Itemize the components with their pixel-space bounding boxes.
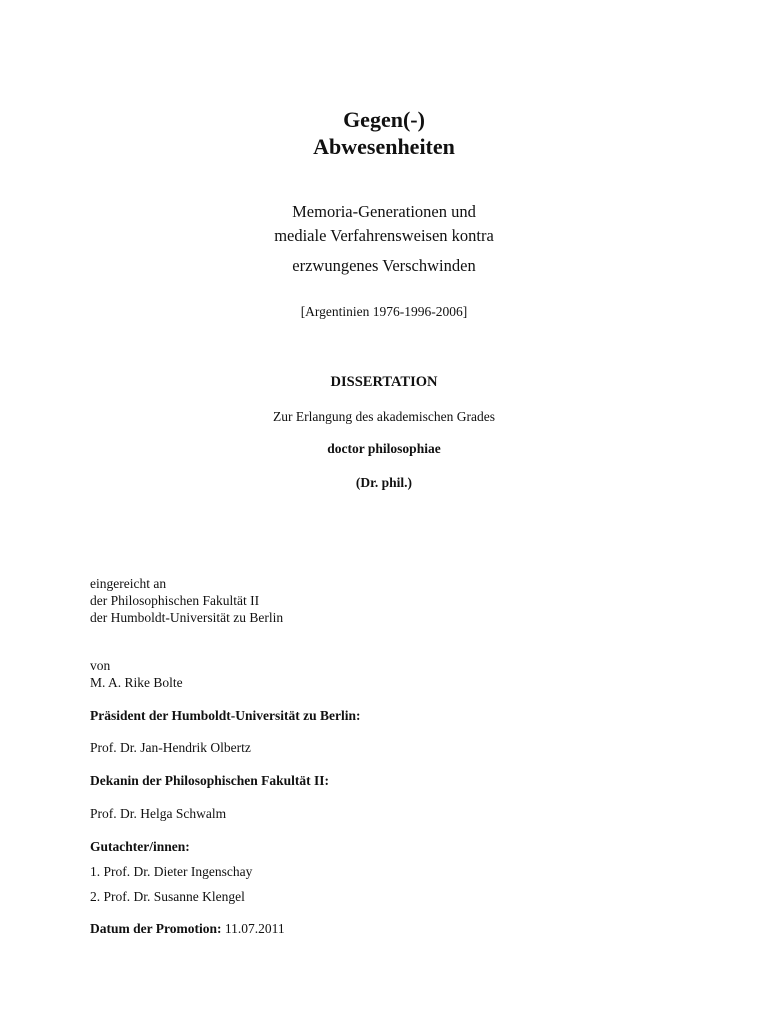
reviewer-item-2: 2. Prof. Dr. Susanne Klengel (90, 889, 245, 904)
author-name: M. A. Rike Bolte (90, 675, 183, 690)
author-block (90, 657, 183, 691)
president-name: Prof. Dr. Jan-Hendrik Olbertz (90, 740, 251, 755)
subtitle-line-1: Memoria-Generationen und (292, 202, 476, 221)
degree-name: doctor philosophiae (327, 441, 441, 456)
dean-label: Dekanin der Philosophischen Fakultät II: (90, 773, 330, 788)
subtitle-line-3: erzwungenes Verschwinden (292, 256, 476, 275)
submission-line-2: der Philosophischen Fakultät II (90, 593, 260, 608)
submission-line-3: der Humboldt-Universität zu Berlin (90, 610, 284, 625)
president-label: Präsident der Humboldt-Universität zu Berlin: (90, 708, 361, 723)
period-range: [Argentinien 1976-1996-2006] (300, 304, 468, 319)
title-line-2: Abwesenheiten (313, 134, 455, 159)
submission-block (90, 575, 283, 626)
dean-name: Prof. Dr. Helga Schwalm (90, 806, 227, 821)
promotion-date: 11.07.2011 (224, 921, 285, 936)
author-from: von (90, 658, 111, 673)
reviewers-label: Gutachter/innen: (90, 839, 190, 854)
promotion-date-line (90, 920, 285, 937)
reviewer-item-1: 1. Prof. Dr. Dieter Ingenschay (90, 864, 253, 879)
thesis-title (0, 106, 768, 160)
thesis-subtitle (0, 200, 768, 278)
title-line-1: Gegen(-) (343, 107, 425, 132)
degree-abbreviation: (Dr. phil.) (355, 475, 413, 490)
degree-purpose: Zur Erlangung des akademischen Grades (273, 409, 495, 424)
subtitle-line-2: mediale Verfahrensweisen kontra (274, 226, 494, 245)
dissertation-heading: DISSERTATION (330, 374, 438, 390)
submission-line-1: eingereicht an (90, 576, 167, 591)
promotion-label: Datum der Promotion: (90, 921, 222, 936)
